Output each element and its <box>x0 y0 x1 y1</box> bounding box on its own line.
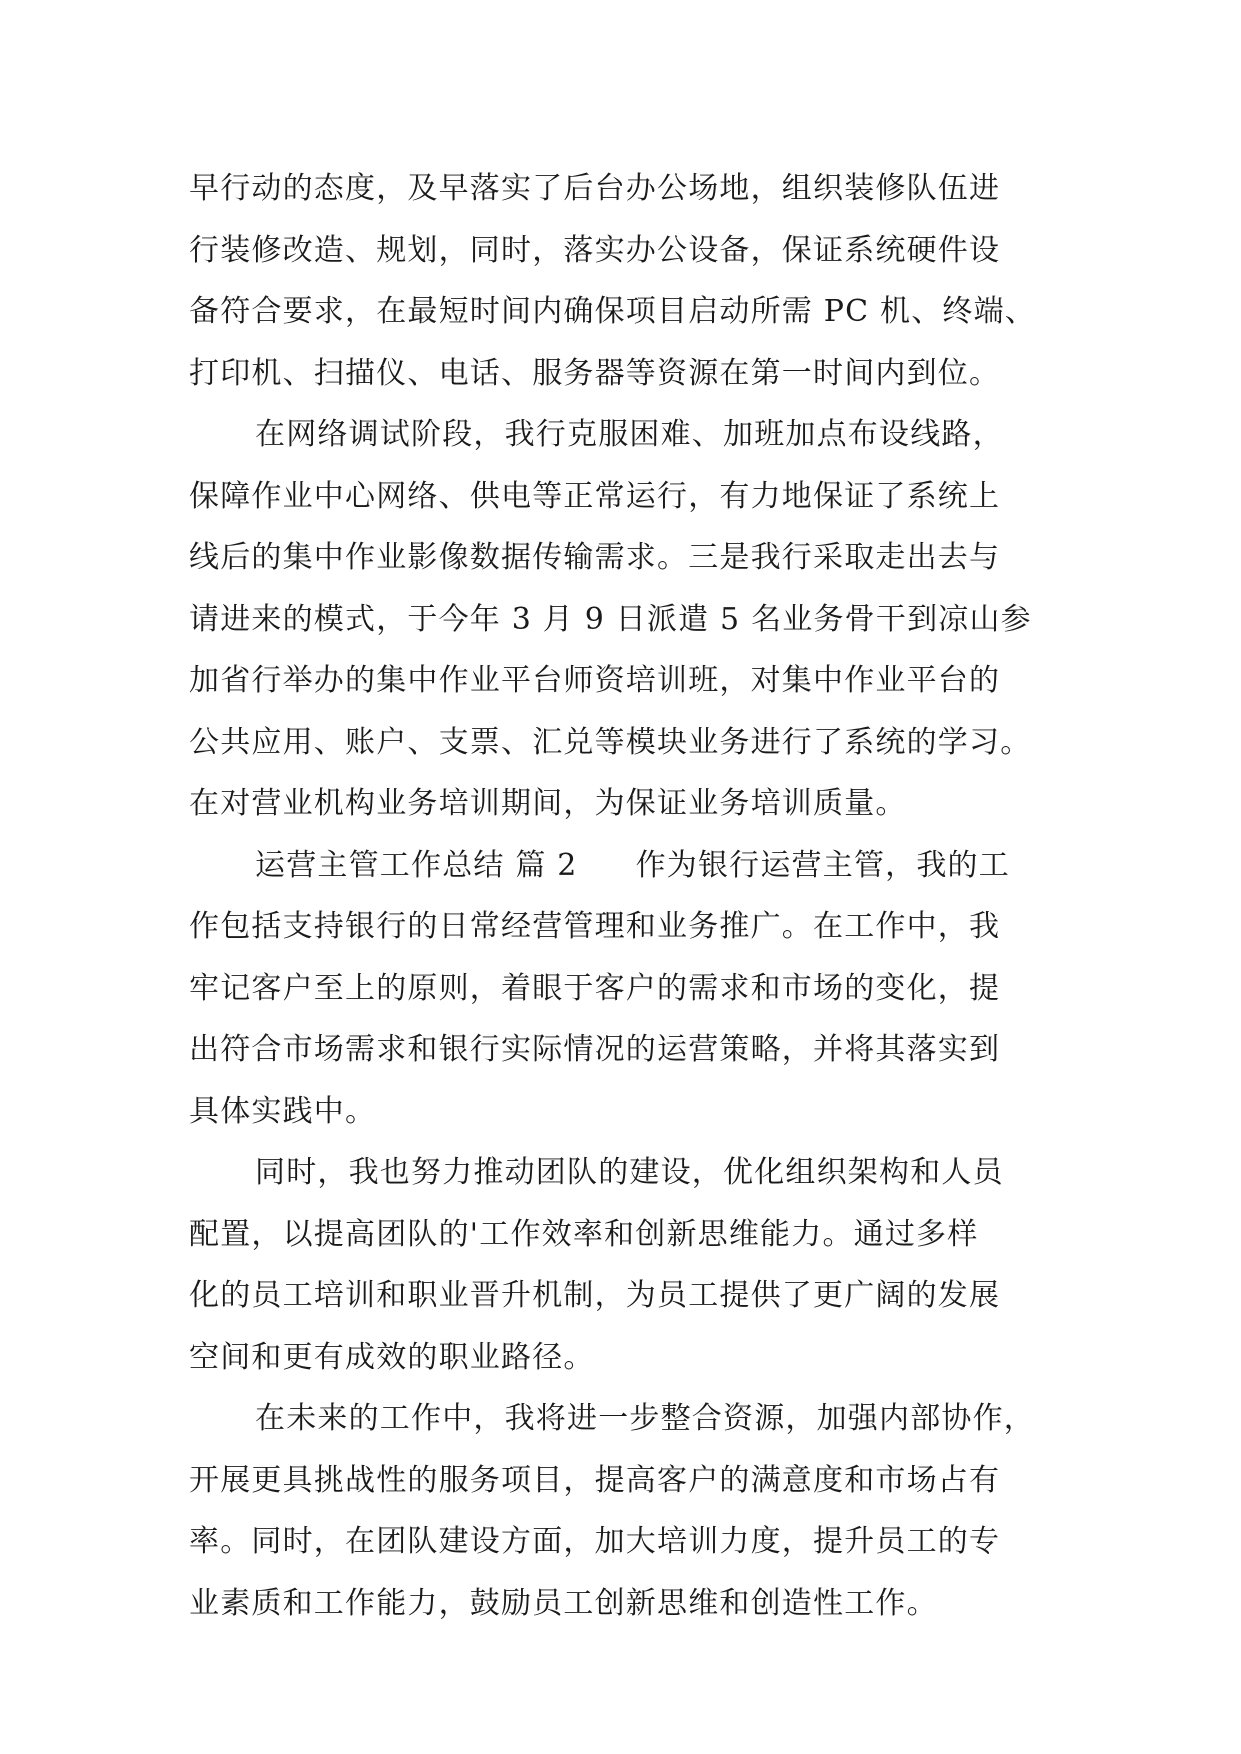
paragraph-2-line-6: 公共应用、账户、支票、汇兑等模块业务进行了系统的学习。 <box>189 724 1032 760</box>
paragraph-3-line-4: 出符合市场需求和银行实际情况的运营策略，并将其落实到 <box>189 1032 1001 1067</box>
paragraph-2-line-5: 加省行举办的集中作业平台师资培训班，对集中作业平台的 <box>189 663 1001 698</box>
paragraph-4-line-2: 配置，以提高团队的'工作效率和创新思维能力。通过多样 <box>189 1216 979 1252</box>
paragraph-5-line-2: 开展更具挑战性的服务项目，提高客户的满意度和市场占有 <box>189 1462 1001 1498</box>
section-heading: 运营主管工作总结 篇 2 <box>255 847 578 883</box>
paragraph-5-line-1: 在未来的工作中，我将进一步整合资源，加强内部协作， <box>255 1401 1035 1436</box>
paragraph-2-line-2: 保障作业中心网络、供电等正常运行，有力地保证了系统上 <box>189 478 1001 514</box>
paragraph-2-line-7: 在对营业机构业务培训期间，为保证业务培训质量。 <box>189 786 907 821</box>
paragraph-4-line-3: 化的员工培训和职业晋升机制，为员工提供了更广阔的发展 <box>189 1278 1001 1313</box>
document-body <box>189 158 1069 1634</box>
paragraph-3-line-5: 具体实践中。 <box>189 1093 377 1129</box>
paragraph-2-line-3: 线后的集中作业影像数据传输需求。三是我行采取走出去与 <box>189 540 1001 575</box>
paragraph-1-line-1: 早行动的态度，及早落实了后台办公场地，组织装修队伍进 <box>189 171 1001 206</box>
paragraph-4-line-4: 空间和更有成效的职业路径。 <box>189 1339 595 1375</box>
paragraph-1-line-3: 备符合要求，在最短时间内确保项目启动所需 PC 机、终端、 <box>189 294 1037 329</box>
paragraph-3-line-3: 牢记客户至上的原则，着眼于客户的需求和市场的变化，提 <box>189 970 1001 1006</box>
paragraph-3-line-1 <box>189 835 1069 897</box>
paragraph-5-line-4: 业素质和工作能力，鼓励员工创新思维和创造性工作。 <box>189 1585 938 1621</box>
paragraph-2-line-1: 在网络调试阶段，我行克服困难、加班加点布设线路， <box>255 417 1004 452</box>
paragraph-4-line-1: 同时，我也努力推动团队的建设，优化组织架构和人员 <box>255 1155 1004 1190</box>
paragraph-2-line-4: 请进来的模式，于今年 3 月 9 日派遣 5 名业务骨干到凉山参 <box>189 601 1032 637</box>
paragraph-5-line-3: 率。同时，在团队建设方面，加大培训力度，提升员工的专 <box>189 1524 1001 1559</box>
paragraph-1-line-4: 打印机、扫描仪、电话、服务器等资源在第一时间内到位。 <box>189 355 1001 391</box>
paragraph-1-line-2: 行装修改造、规划，同时，落实办公设备，保证系统硬件设 <box>189 232 1001 268</box>
paragraph-3-line-2: 作包括支持银行的日常经营管理和业务推广。在工作中，我 <box>189 909 1001 944</box>
paragraph-3-lead: 作为银行运营主管，我的工 <box>635 847 1010 883</box>
